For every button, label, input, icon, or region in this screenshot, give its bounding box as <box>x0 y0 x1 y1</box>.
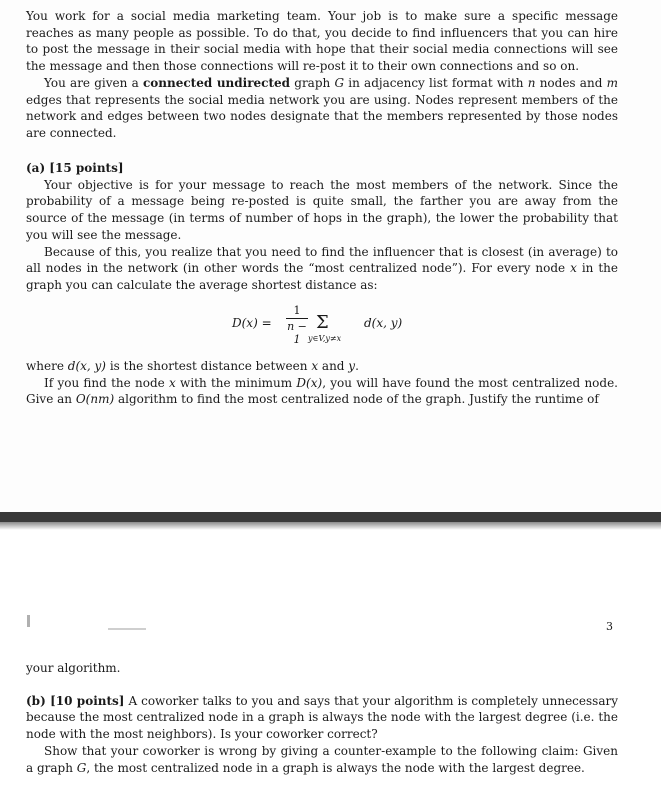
intro-text: in adjacency list format with <box>344 75 528 90</box>
summation-subscript: y∈V,y≠x <box>308 334 342 343</box>
part-a-text: where <box>26 359 68 373</box>
formula-rhs: d(x, y) <box>364 316 403 330</box>
math-m: m <box>606 75 618 90</box>
math-n: n <box>527 75 536 90</box>
part-b-text: A coworker talks to you and says that your algorithm is completely unnecessary because the most centralized node in a graph is always the node with the largest degree (i.e. the node with the most neighbors). Is your coworker correct? <box>26 693 618 742</box>
intro-text: You are given a <box>44 75 143 90</box>
intro-text: nodes and <box>535 75 607 90</box>
intro-section <box>26 8 618 142</box>
math-x: x <box>169 375 176 390</box>
formula-lhs: D(x) = <box>232 316 272 330</box>
part-b-paragraph-1 <box>26 693 618 743</box>
average-distance-formula <box>232 302 452 346</box>
math-Dx: D(x) <box>296 375 323 390</box>
part-a-section <box>26 160 618 294</box>
part-a-paragraph-2 <box>26 244 618 294</box>
scan-artifact <box>108 628 146 630</box>
part-a-text: with the minimum <box>175 375 297 390</box>
math-G: G <box>334 75 345 90</box>
part-a-paragraph-3 <box>26 358 618 375</box>
part-a-continued <box>26 358 618 408</box>
intro-text: edges that represents the social media network you are using. Nodes represent members of the network and edges between two nodes designate that the members represented by those nodes are connected. <box>26 92 618 140</box>
page-break-divider <box>0 512 661 522</box>
part-b-title: (b) [10 points] <box>26 693 125 708</box>
page-break-shadow <box>0 522 661 530</box>
intro-paragraph-2 <box>26 75 618 142</box>
formula-numerator: 1 <box>293 304 301 317</box>
part-a-text: . <box>355 359 359 373</box>
part-a-text: If you find the node <box>44 375 170 390</box>
math-dxy: d(x, y) <box>67 359 106 373</box>
math-y: y <box>348 359 356 373</box>
part-b-section <box>26 660 618 776</box>
formula-denominator: n − 1 <box>287 320 307 346</box>
part-a-text: is the shortest distance between <box>106 359 312 373</box>
connected-undirected-bold: connected undirected <box>142 75 291 90</box>
fraction-bar <box>286 318 308 319</box>
part-b-paragraph-2 <box>26 743 618 776</box>
math-Onm: O(nm) <box>75 392 115 407</box>
part-a-text: , you will have found the most centralized node. Give an <box>26 375 618 407</box>
part-a-text: in the graph you can calculate the average shortest distance as: <box>26 261 618 292</box>
page-number: 3 <box>606 620 613 633</box>
intro-paragraph-1: You work for a social media marketing team. Your job is to make sure a specific message reaches as many people as possible. To do that, you decide to find influencers that you can hire to post the message in their social media with hope that their social media connections will see the message and then those connections will re-post it to their own connections and so on. <box>26 9 618 74</box>
continuation-text: your algorithm. <box>26 661 121 675</box>
scan-artifact <box>27 615 30 627</box>
summation-symbol: Σ <box>316 312 329 333</box>
part-a-text: Because of this, you realize that you need to find the influencer that is closest (in average) to all nodes in the network (in other words the “most centralized node”). For every node <box>26 244 618 276</box>
part-a-text: algorithm to find the most centralized node of the graph. Justify the runtime of <box>114 392 599 407</box>
math-x: x <box>311 359 319 373</box>
part-a-title: (a) [15 points] <box>26 161 124 175</box>
math-x: x <box>570 261 577 276</box>
intro-text: graph <box>290 75 335 90</box>
part-a-paragraph-4 <box>26 375 618 408</box>
spacer <box>26 677 618 693</box>
part-a-paragraph-1: Your objective is for your message to reach the most members of the network. Since the probability of a message being re-posted is quite small, the farther you are away from the source of the message (in terms of number of hops in the graph), the lower the probability that you will see the message. <box>26 177 618 242</box>
math-G: G <box>76 760 87 775</box>
part-b-text: , the most centralized node in a graph is always the node with the largest degree. <box>86 760 585 775</box>
part-a-text: and <box>318 359 349 373</box>
part-b-text: Show that your coworker is wrong by giving a counter-example to the following claim: Given a graph <box>26 743 618 775</box>
formula-fraction <box>286 304 308 346</box>
